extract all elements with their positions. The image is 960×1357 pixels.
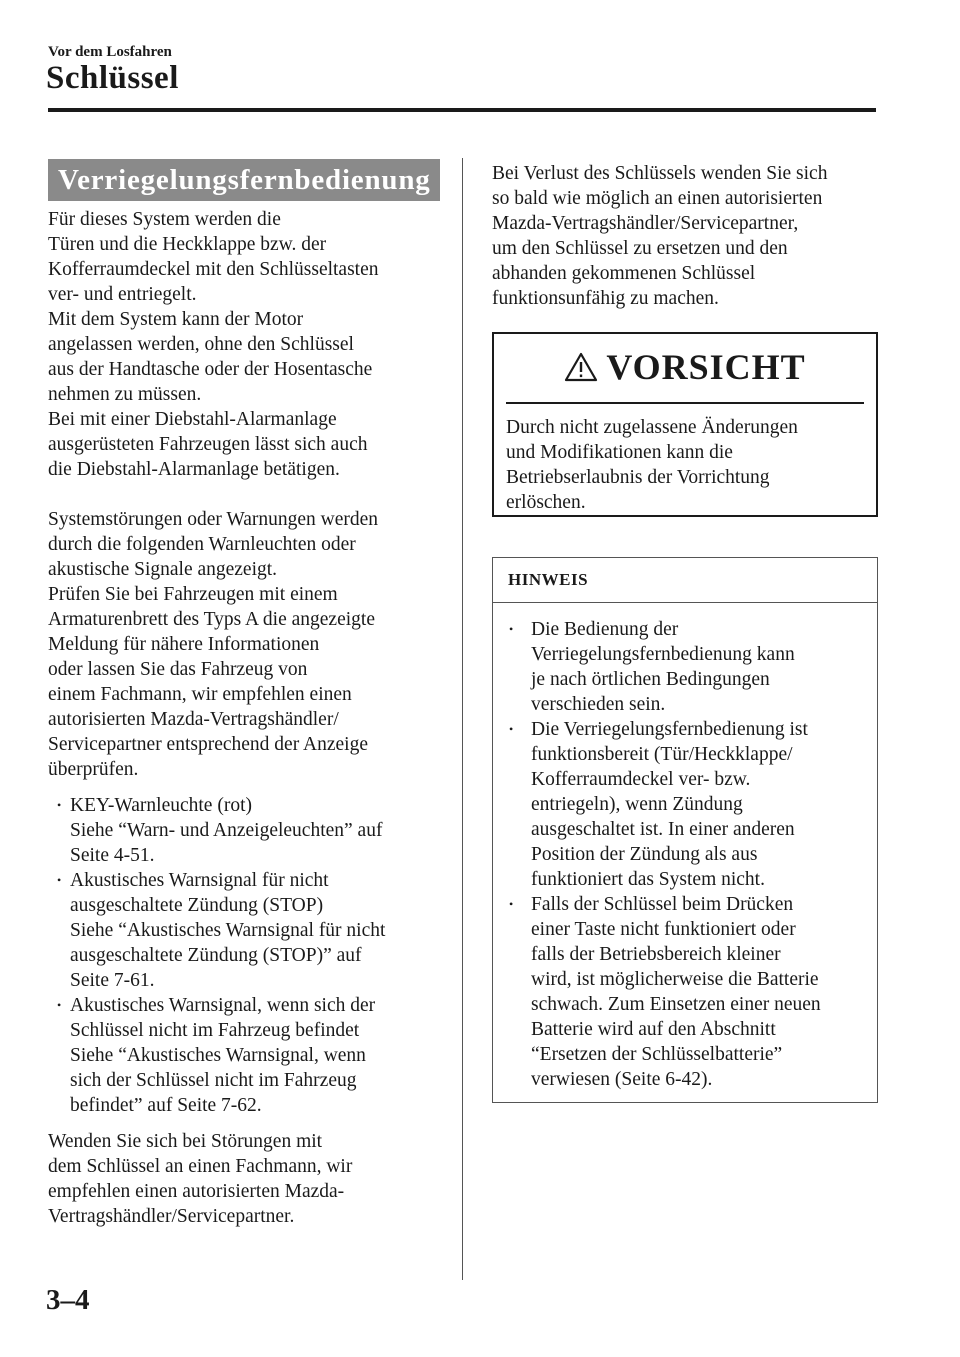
contact-paragraph: Wenden Sie sich bei Störungen mit dem Schlüssel an einen Fachmann, wir empfehlen einen autorisierten Mazda- Vertragshändler/Servicepartner. [48,1131,353,1227]
page-number: 3–4 [46,1284,90,1316]
warning-triangle-icon [564,352,598,382]
column-divider [462,158,463,1280]
list-item-text: Akustisches Warnsignal, wenn sich der Schlüssel nicht im Fahrzeug befindet Siehe “Akustisches Warnsignal, wenn sich der Schlüssel nicht im Fahrzeug befindet” auf Seite 7-62. [70,995,376,1116]
chapter-title: Vor dem Losfahren [48,44,172,60]
list-item [493,892,877,1092]
section-title: Verriegelungsfernbedienung [48,159,440,201]
caution-text: Durch nicht zugelassene Änderungen und Modifikationen kann die Betriebserlaubnis der Vorrichtung erlöschen. [506,417,798,513]
left-column [48,159,440,1229]
bullet-icon: • [57,798,62,812]
list-item-text: KEY-Warnleuchte (rot) Siehe “Warn- und Anzeigeleuchten” auf Seite 4-51. [70,795,383,866]
bullet-icon: • [57,873,62,887]
caution-box [492,332,878,517]
caution-title: VORSICHT [606,347,806,387]
key-loss-paragraph: Bei Verlust des Schlüssels wenden Sie sich so bald wie möglich an einen autorisierten Mazda-Vertragshändler/Servicepartner, um den Schlüssel zu ersetzen und den abhanden gekommenen Schlüssel funktionsunfähig zu machen. [492,163,828,309]
list-item-text: Die Verriegelungsfernbedienung ist funktionsbereit (Tür/Heckklappe/ Kofferraumdeckel ver- bzw. entriegeln), wenn Zündung ausgeschaltet ist. In einer anderen Position der Zündung als aus funktioniert das System nicht. [531,719,808,890]
note-list [493,617,877,1092]
list-item [493,717,877,892]
list-item [493,617,877,717]
status-paragraph: Systemstörungen oder Warnungen werden durch die folgenden Warnleuchten oder akustische Signale angezeigt. Prüfen Sie bei Fahrzeugen mit einem Armaturenbrett des Typs A die angezeigte Meldung für nähere Informationen oder lassen Sie das Fahrzeug von einem Fachmann, wir empfehlen einen autorisierten Mazda-Vertragshändler/ Servicepartner entsprechend der Anzeige überprüfen. [48,509,379,780]
list-item-text: Die Bedienung der Verriegelungsfernbedienung kann je nach örtlichen Bedingungen verschieden sein. [531,619,795,715]
bullet-icon: • [509,722,514,736]
list-item [48,993,440,1118]
list-item-text: Falls der Schlüssel beim Drücken einer Taste nicht funktioniert oder falls der Betriebsbereich kleiner wird, ist möglicherweise die Batterie schwach. Zum Einsetzen einer neuen Batterie wird auf den Abschnitt “Ersetzen der Schlüsselbatterie” verwiesen (Seite 6-42). [531,894,821,1090]
note-box [492,557,878,1103]
page-title: Schlüssel [46,60,179,96]
caution-header [494,338,876,396]
right-column [492,161,878,1103]
caution-divider [506,402,864,404]
bullet-icon: • [57,998,62,1012]
note-title: HINWEIS [508,570,589,589]
list-item [48,793,440,868]
intro-paragraph: Für dieses System werden die Türen und die Heckklappe bzw. der Kofferraumdeckel mit den Schlüsseltasten ver- und entriegelt. Mit dem System kann der Motor angelassen werden, ohne den Schlüssel aus der Handtasche oder der Hosentasche nehmen zu müssen. Bei mit einer Diebstahl-Alarmanlage ausgerüsteten Fahrzeugen lässt sich auch die Diebstahl-Alarmanlage betätigen. [48,209,379,480]
list-item [48,868,440,993]
warning-list [48,793,440,1118]
bullet-icon: • [509,897,514,911]
note-divider [493,602,877,603]
header-rule [48,108,876,112]
list-item-text: Akustisches Warnsignal für nicht ausgeschaltete Zündung (STOP) Siehe “Akustisches Warnsignal für nicht ausgeschaltete Zündung (STOP)” auf Seite 7-61. [70,870,386,991]
bullet-icon: • [509,622,514,636]
